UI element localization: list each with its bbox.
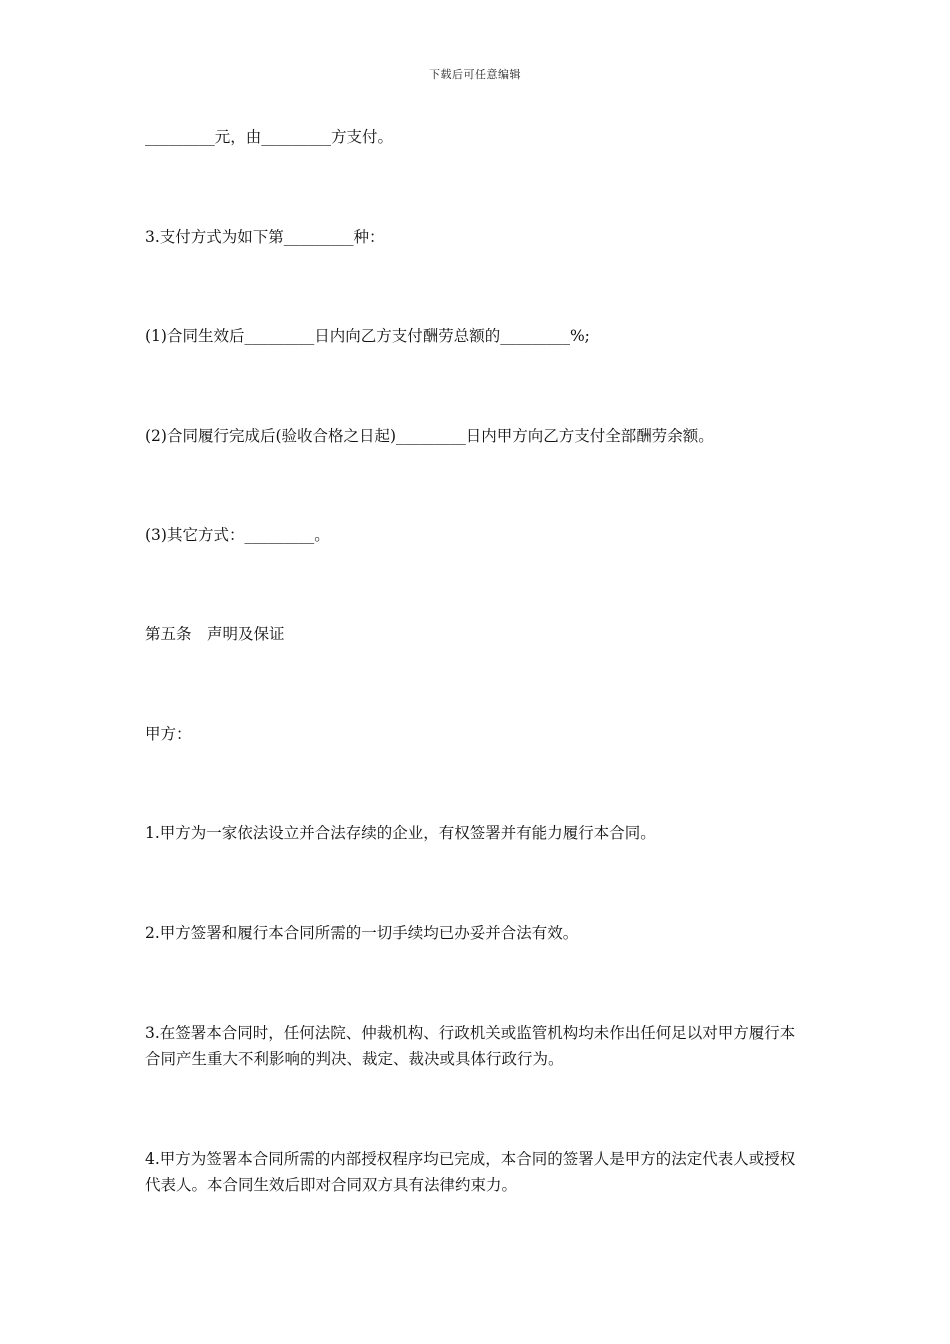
clause-2: 2.甲方签署和履行本合同所需的一切手续均已办妥并合法有效。 bbox=[145, 924, 579, 942]
paragraph-option-2: (2)合同履行完成后(验收合格之日起)_________日内甲方向乙方支付全部酬劳余额。 bbox=[145, 427, 714, 445]
paragraph-payment-method: 3.支付方式为如下第_________种： bbox=[145, 228, 385, 246]
section-heading-article-5: 第五条 声明及保证 bbox=[145, 625, 285, 643]
party-a-label: 甲方： bbox=[145, 725, 192, 743]
clause-3: 3.在签署本合同时，任何法院、仲裁机构、行政机关或监管机构均未作出任何足以对甲方履行本合同产生重大不利影响的判决、裁定、裁决或具体行政行为。 bbox=[145, 1024, 796, 1068]
clause-1: 1.甲方为一家依法设立并合法存续的企业，有权签署并有能力履行本合同。 bbox=[145, 824, 656, 842]
paragraph-option-3: (3)其它方式：_________。 bbox=[145, 526, 330, 544]
clause-4: 4.甲方为签署本合同所需的内部授权程序均已完成，本合同的签署人是甲方的法定代表人或授权代表人。本合同生效后即对合同双方具有法律约束力。 bbox=[145, 1150, 796, 1194]
page-header: 下载后可任意编辑 bbox=[429, 68, 521, 81]
paragraph-payment-party: _________元，由_________方支付。 bbox=[145, 128, 394, 146]
paragraph-option-1: (1)合同生效后_________日内向乙方支付酬劳总额的_________%; bbox=[145, 327, 590, 345]
